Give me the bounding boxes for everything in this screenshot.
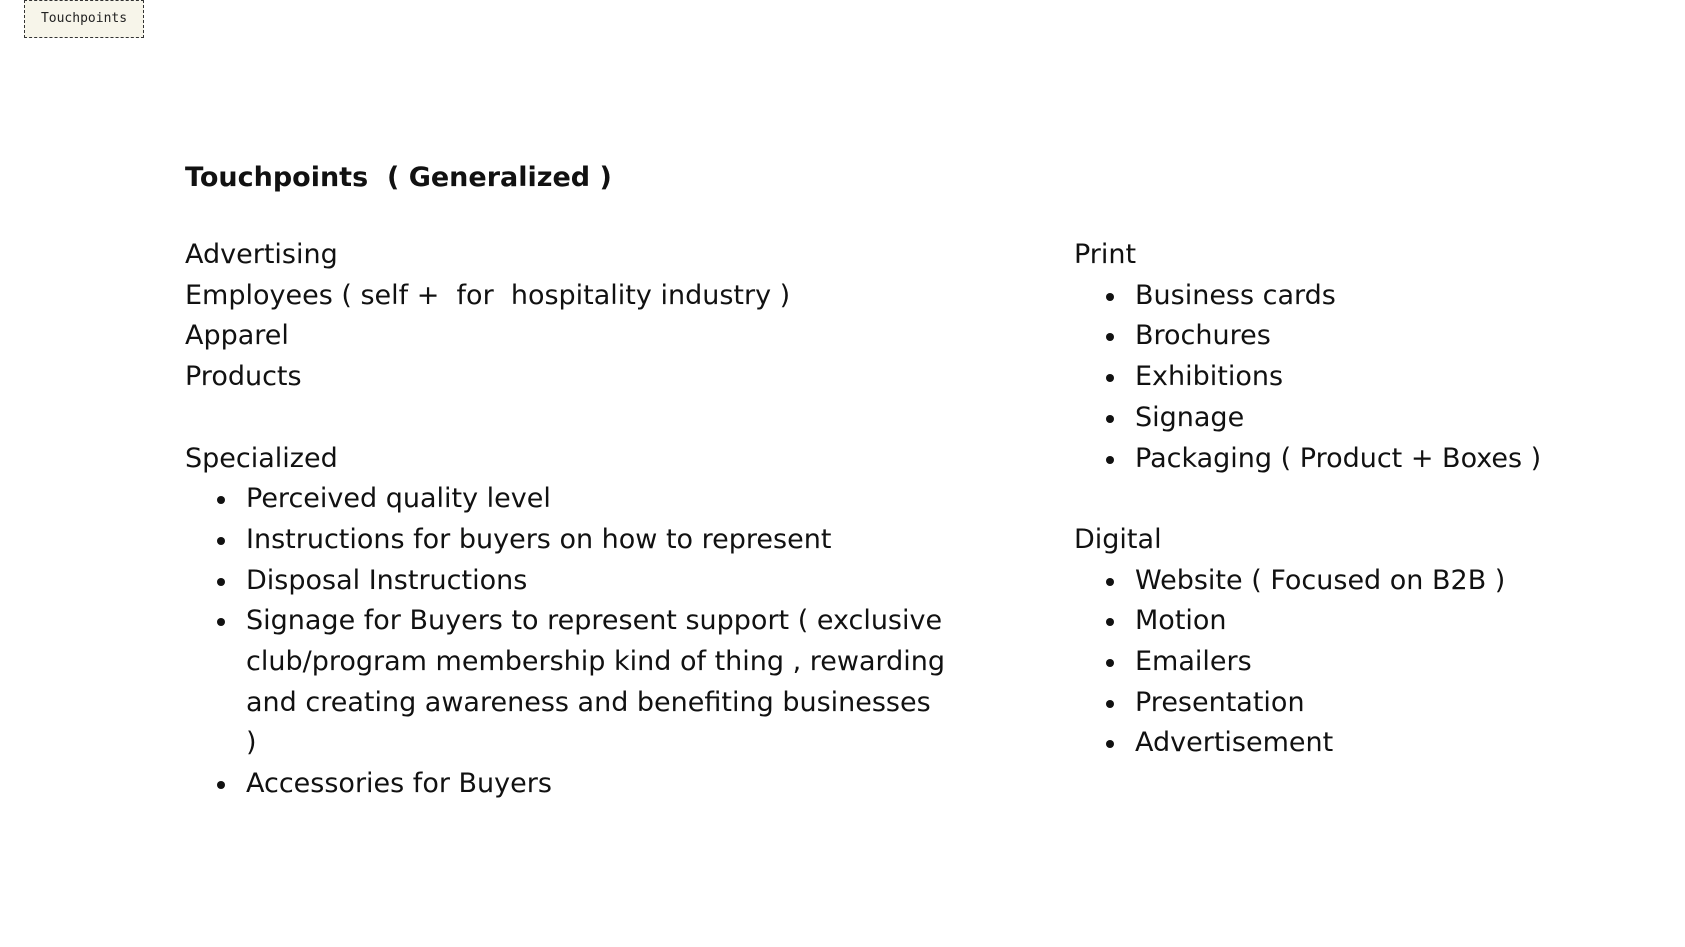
list-item-text: Packaging ( Product + Boxes ) bbox=[1135, 442, 1542, 474]
touchpoint-advertising: Advertising bbox=[185, 239, 338, 270]
list-item-text: Disposal Instructions bbox=[246, 564, 528, 596]
bullet-icon bbox=[1106, 333, 1114, 341]
bullet-icon bbox=[1106, 659, 1114, 667]
bullet-icon bbox=[217, 781, 225, 789]
list-item bbox=[1074, 723, 1634, 764]
list-item-text: Exhibitions bbox=[1135, 361, 1284, 393]
spacer bbox=[185, 398, 1015, 439]
list-item bbox=[185, 561, 1015, 602]
list-item bbox=[185, 764, 1015, 805]
list-item-text: Advertisement bbox=[1135, 727, 1334, 759]
frame-label[interactable]: Touchpoints bbox=[24, 0, 144, 38]
print-heading: Print bbox=[1074, 239, 1137, 270]
list-item-text: Instructions for buyers on how to represent bbox=[246, 523, 832, 555]
list-item-text: Presentation bbox=[1135, 686, 1305, 718]
left-column bbox=[185, 235, 1015, 805]
list-item-text: Website ( Focused on B2B ) bbox=[1135, 564, 1506, 596]
bullet-icon bbox=[1106, 578, 1114, 586]
touchpoint-apparel: Apparel bbox=[185, 320, 289, 352]
list-item bbox=[1074, 316, 1634, 357]
list-item-text: Signage for Buyers to represent support ( exclusive club/program membership kind of thing , rewarding and creating awareness and benefiting businesses ) bbox=[246, 605, 946, 759]
print-list bbox=[1074, 276, 1634, 480]
list-item-text: Business cards bbox=[1135, 279, 1336, 311]
bullet-icon bbox=[1106, 740, 1114, 748]
digital-list bbox=[1074, 561, 1634, 765]
spacer bbox=[1074, 479, 1634, 520]
right-column bbox=[1074, 235, 1634, 764]
bullet-icon bbox=[1106, 618, 1114, 626]
bullet-icon bbox=[1106, 374, 1114, 382]
list-item-text: Motion bbox=[1135, 605, 1227, 637]
touchpoint-employees: Employees ( self + for hospitality industry ) bbox=[185, 279, 791, 311]
list-item-text: Emailers bbox=[1135, 646, 1252, 678]
list-item bbox=[1074, 276, 1634, 317]
bullet-icon bbox=[217, 537, 225, 545]
list-item bbox=[1074, 683, 1634, 724]
digital-heading: Digital bbox=[1074, 523, 1162, 555]
list-item bbox=[1074, 439, 1634, 480]
list-item bbox=[185, 520, 1015, 561]
list-item bbox=[1074, 642, 1634, 683]
bullet-icon bbox=[217, 578, 225, 586]
bullet-icon bbox=[1106, 700, 1114, 708]
list-item bbox=[185, 601, 1015, 764]
bullet-icon bbox=[217, 618, 225, 626]
bullet-icon bbox=[1106, 415, 1114, 423]
list-item bbox=[1074, 357, 1634, 398]
bullet-icon bbox=[217, 496, 225, 504]
list-item bbox=[1074, 398, 1634, 439]
specialized-heading: Specialized bbox=[185, 442, 338, 474]
list-item-text: Brochures bbox=[1135, 320, 1271, 352]
list-item-text: Signage bbox=[1135, 401, 1245, 433]
bullet-icon bbox=[1106, 456, 1114, 464]
list-item bbox=[1074, 561, 1634, 602]
list-item-text: Perceived quality level bbox=[246, 483, 551, 515]
bullet-icon bbox=[1106, 293, 1114, 301]
list-item bbox=[1074, 601, 1634, 642]
list-item-text: Accessories for Buyers bbox=[246, 768, 552, 800]
list-item bbox=[185, 479, 1015, 520]
touchpoint-products: Products bbox=[185, 361, 302, 393]
slide-title: Touchpoints ( Generalized ) bbox=[185, 162, 612, 193]
specialized-list bbox=[185, 479, 1015, 805]
